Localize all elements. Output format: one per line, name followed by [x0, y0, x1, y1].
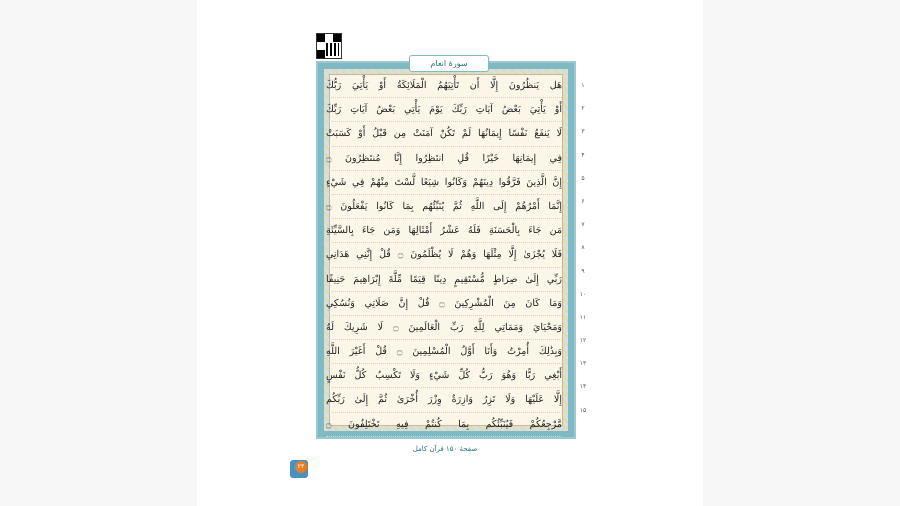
line-number: ۶ [581, 197, 585, 205]
line-number: ۱۳ [579, 360, 587, 368]
right-margin [703, 0, 900, 506]
page-footer: صفحهٔ ۱۵۰ قرآن کامل [412, 445, 478, 453]
line-number: ۵ [581, 174, 585, 182]
verse-line: فَلَا يُجْزَىٰ إِلَّا مِثْلَهَا وَهُمْ لَا يُظْلَمُونَ ۝ قُلْ إِنَّنِي هَدَانِي [326, 243, 562, 267]
line-number: ۷ [581, 221, 585, 229]
line-number: ۱۱ [579, 313, 587, 321]
verse-line: رَبِّي إِلَىٰ صِرَاطٍ مُّسْتَقِيمٍ دِينًا قِيَمًا مِّلَّةَ إِبْرَاهِيمَ حَنِيفًا [326, 268, 562, 292]
verse-line: فِي إِيمَانِهَا خَيْرًا قُلِ انتَظِرُوا إِنَّا مُنتَظِرُونَ ۝ [326, 147, 562, 171]
line-number: ۹ [581, 267, 585, 275]
line-number: ۱۰ [579, 290, 587, 298]
verse-line: لَا يَنفَعُ نَفْسًا إِيمَانُهَا لَمْ تَكُنْ آمَنَتْ مِن قَبْلُ أَوْ كَسَبَتْ [326, 122, 562, 146]
verse-line: إِنَّمَا أَمْرُهُمْ إِلَى اللَّهِ ثُمَّ يُنَبِّئُهُم بِمَا كَانُوا يَفْعَلُونَ ۝ [326, 195, 562, 219]
line-number: ۴ [581, 151, 585, 159]
line-number: ۸ [581, 244, 585, 252]
line-number: ۳ [581, 128, 585, 136]
verse-line: أَوْ يَأْتِيَ بَعْضُ آيَاتِ رَبِّكَ يَوْمَ يَأْتِي بَعْضُ آيَاتِ رَبِّكَ [326, 98, 562, 122]
juz-number: ۲۳ [295, 461, 307, 473]
surah-title: سورهٔ انعام [409, 55, 489, 72]
line-number: ۲ [581, 105, 585, 113]
verse-line: هَل يَنظُرُونَ إِلَّا أَن تَأْتِيَهُمُ الْمَلَائِكَةُ أَوْ يَأْتِيَ رَبُّكَ [326, 74, 562, 98]
verse-line: مَّرْجِعُكُمْ فَيُنَبِّئُكُم بِمَا كُنتُمْ فِيهِ تَخْتَلِفُونَ ۝ [326, 413, 562, 437]
line-number: ۱۴ [579, 383, 587, 391]
verse-line: إِلَّا عَلَيْهَا وَلَا تَزِرُ وَازِرَةٌ وِزْرَ أُخْرَىٰ ثُمَّ إِلَىٰ رَبِّكُم [326, 388, 562, 412]
verse-line: وَمَحْيَايَ وَمَمَاتِي لِلَّهِ رَبِّ الْعَالَمِينَ ۝ لَا شَرِيكَ لَهُ [326, 316, 562, 340]
line-number: ۱۵ [579, 406, 587, 414]
left-margin [0, 0, 197, 506]
line-number: ۱ [581, 82, 585, 89]
verse-lines [326, 74, 562, 437]
line-number-column [578, 74, 588, 422]
line-number: ۱۲ [579, 337, 587, 345]
qr-code-icon[interactable] [316, 33, 342, 59]
verse-line: وَبِذَٰلِكَ أُمِرْتُ وَأَنَا أَوَّلُ الْمُسْلِمِينَ ۝ قُلْ أَغَيْرَ اللَّهِ [326, 340, 562, 364]
verse-line: أَبْغِي رَبًّا وَهُوَ رَبُّ كُلِّ شَيْءٍ وَلَا تَكْسِبُ كُلُّ نَفْسٍ [326, 364, 562, 388]
verse-line: وَمَا كَانَ مِنَ الْمُشْرِكِينَ ۝ قُلْ إِنَّ صَلَاتِي وَنُسُكِي [326, 292, 562, 316]
verse-line: إِنَّ الَّذِينَ فَرَّقُوا دِينَهُمْ وَكَانُوا شِيَعًا لَّسْتَ مِنْهُمْ فِي شَيْءٍ [326, 171, 562, 195]
verse-line: مَن جَاءَ بِالْحَسَنَةِ فَلَهُ عَشْرُ أَمْثَالِهَا وَمَن جَاءَ بِالسَّيِّئَةِ [326, 219, 562, 243]
